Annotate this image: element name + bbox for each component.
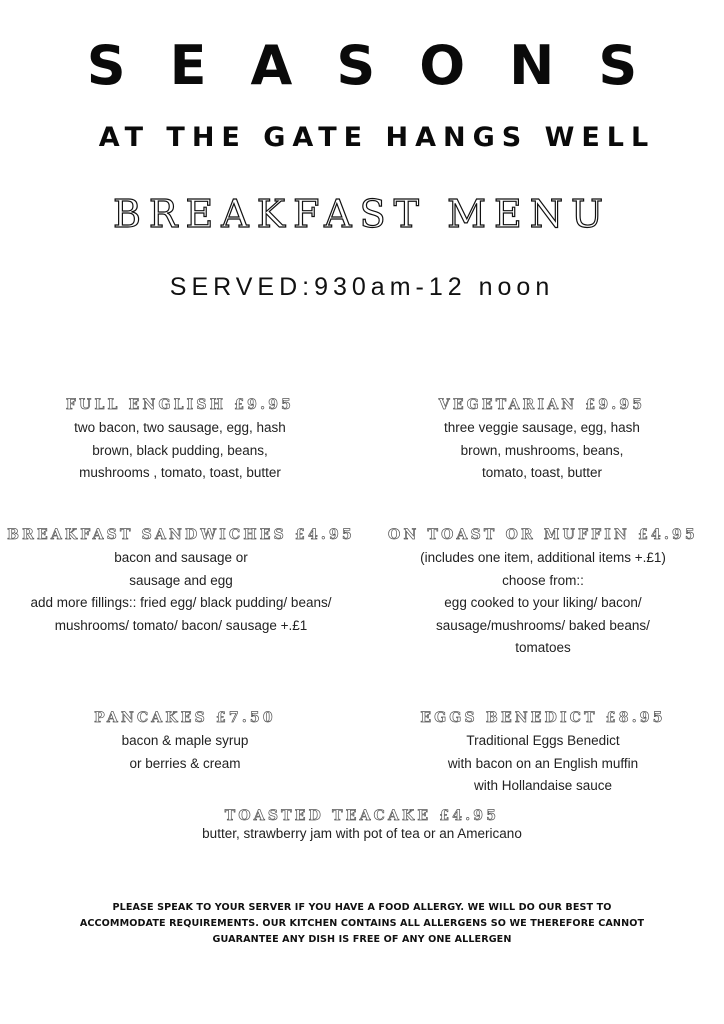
desc-line: brown, black pudding, beans, xyxy=(92,442,268,458)
desc-line: mushrooms , tomato, toast, butter xyxy=(79,465,281,480)
desc-line: three veggie sausage, egg, hash xyxy=(444,420,640,435)
allergy-notice xyxy=(0,900,724,948)
desc-line: tomatoes xyxy=(515,640,571,655)
desc-line: or berries & cream xyxy=(129,755,241,771)
item-description xyxy=(362,547,724,660)
item-title: ON TOAST OR MUFFIN £4.95 xyxy=(388,527,698,543)
item-description xyxy=(393,730,693,798)
item-description xyxy=(392,417,692,485)
item-description xyxy=(30,417,330,485)
menu-item-on-toast-or-muffin xyxy=(362,526,724,660)
restaurant-name: SEASONS xyxy=(86,34,682,97)
menu-item-pancakes xyxy=(35,709,335,775)
desc-line: tomato, toast, butter xyxy=(481,465,603,480)
item-title: BREAKFAST SANDWICHES £4.95 xyxy=(7,527,355,543)
allergy-line: PLEASE SPEAK TO YOUR SERVER IF YOU HAVE A FOOD ALLERGY. WE WILL DO OUR BEST TO xyxy=(112,902,612,913)
menu-item-toasted-teacake xyxy=(162,807,562,846)
desc-line: bacon and sausage or xyxy=(114,550,248,565)
item-description xyxy=(162,823,562,846)
item-title: FULL ENGLISH £9.95 xyxy=(65,397,295,413)
desc-line: Traditional Eggs Benedict xyxy=(466,733,620,748)
menu-item-vegetarian xyxy=(392,396,692,485)
desc-line: sausage/mushrooms/ baked beans/ xyxy=(436,617,650,633)
desc-line: egg cooked to your liking/ bacon/ xyxy=(444,595,642,610)
item-description xyxy=(35,730,335,775)
item-title: EGGS BENEDICT £8.95 xyxy=(420,710,666,726)
restaurant-subtitle: AT THE GATE HANGS WELL xyxy=(98,122,656,153)
menu-item-full-english xyxy=(30,396,330,485)
desc-line: sausage and egg xyxy=(129,572,233,588)
desc-line: mushrooms/ tomato/ bacon/ sausage +.£1 xyxy=(54,617,308,633)
desc-line: choose from:: xyxy=(502,572,584,588)
item-description xyxy=(0,547,362,637)
menu-item-breakfast-sandwiches xyxy=(0,526,362,637)
desc-line: with Hollandaise sauce xyxy=(473,778,613,793)
menu-title: BREAKFAST MENU xyxy=(113,192,611,236)
item-title: TOASTED TEACAKE £4.95 xyxy=(224,808,500,824)
desc-line: two bacon, two sausage, egg, hash xyxy=(74,420,286,435)
desc-line: add more fillings:: fried egg/ black pudding/ beans/ xyxy=(30,595,332,610)
desc-line: brown, mushrooms, beans, xyxy=(460,442,624,458)
allergy-line: ACCOMMODATE REQUIREMENTS. OUR KITCHEN CONTAINS ALL ALLERGENS SO WE THEREFORE CANNOT xyxy=(79,918,645,929)
desc-line: with bacon on an English muffin xyxy=(447,755,639,771)
menu-item-eggs-benedict xyxy=(393,709,693,798)
allergy-line: GUARANTEE ANY DISH IS FREE OF ANY ONE ALLERGEN xyxy=(212,934,512,945)
desc-line: bacon & maple syrup xyxy=(121,733,249,748)
desc-line: butter, strawberry jam with pot of tea or an Americano xyxy=(202,826,522,841)
serving-hours: SERVED:930am-12 noon xyxy=(169,273,555,301)
item-title: PANCAKES £7.50 xyxy=(94,710,276,726)
desc-line: (includes one item, additional items +.£1) xyxy=(420,550,666,565)
item-title: VEGETARIAN £9.95 xyxy=(438,397,646,413)
